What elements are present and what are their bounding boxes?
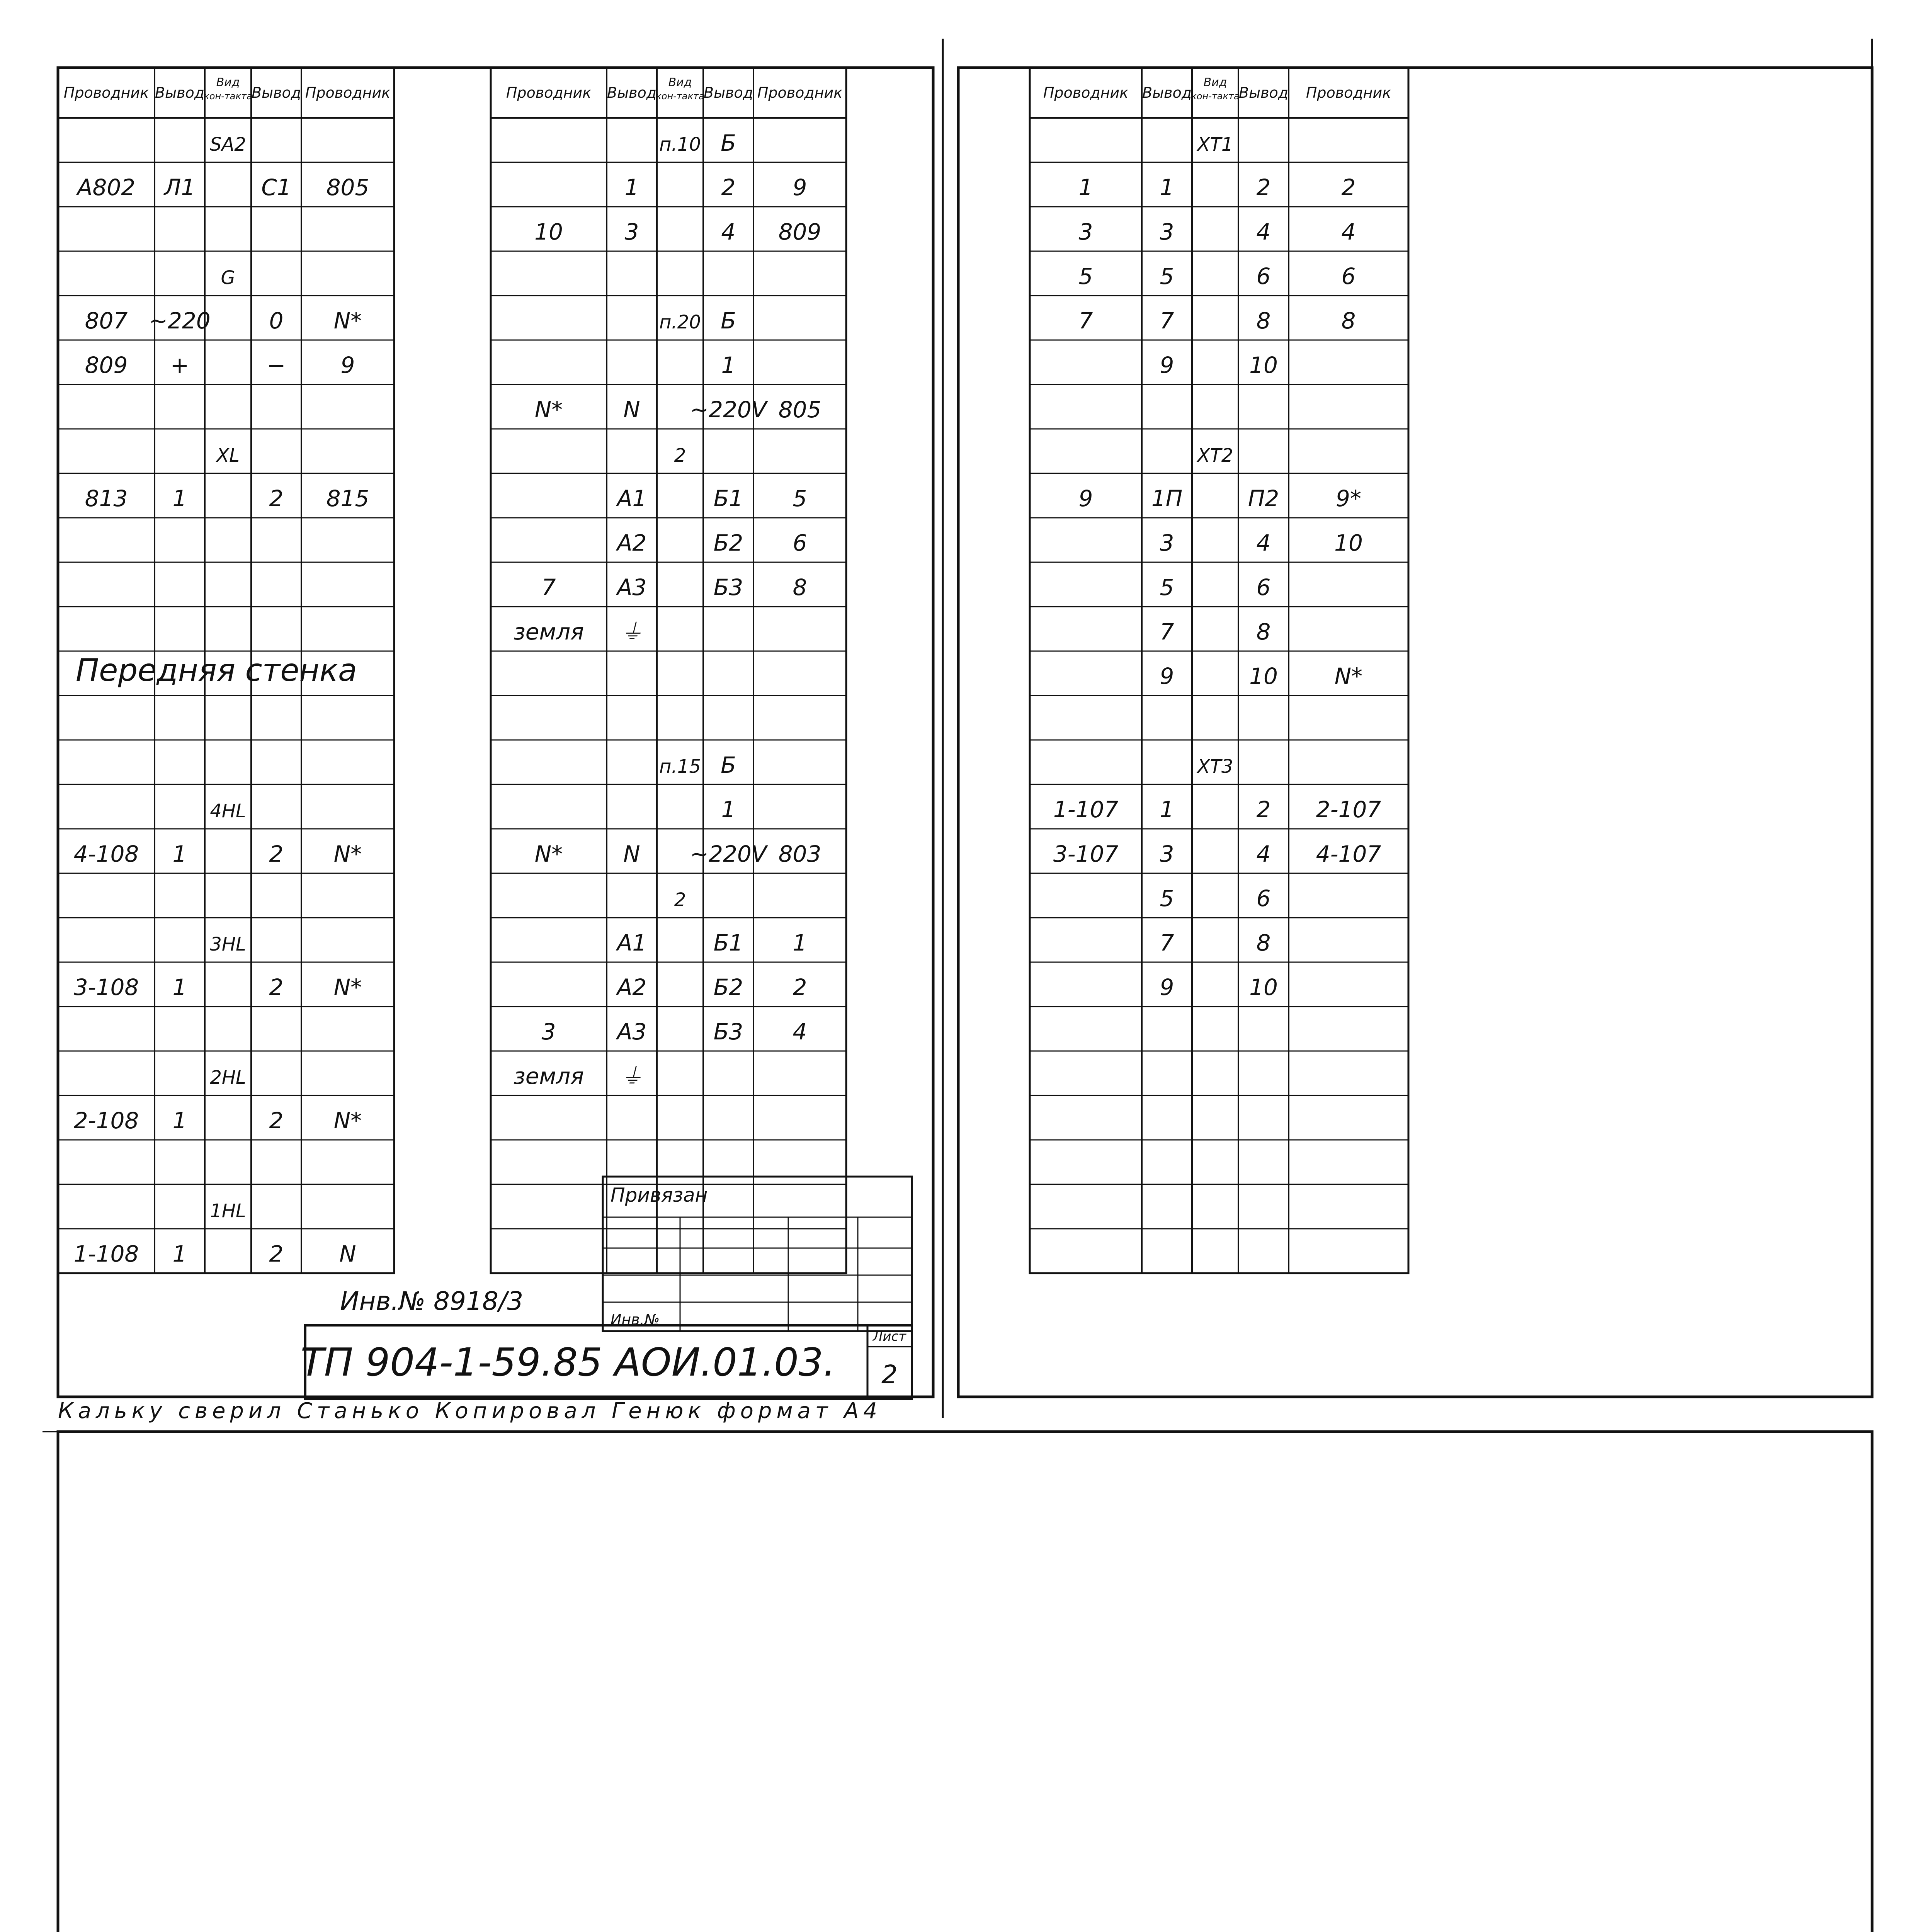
s2r-cell: 2 — [793, 974, 807, 1000]
s2r-cell: N* — [534, 396, 563, 423]
s2l-cell: ~220 — [149, 308, 211, 334]
s3l-cell: 3 — [1078, 219, 1093, 245]
s3l-cell: 10 — [1249, 974, 1278, 1000]
s3l-cell: 4 — [1256, 219, 1271, 245]
s3l-cell: 7 — [1160, 930, 1174, 956]
s2l-device-mark: 1HL — [210, 1200, 246, 1222]
s3l-cell: 1 — [1160, 174, 1174, 201]
s2l-device-mark: XL — [216, 445, 240, 466]
s3l-cell: 9 — [1160, 352, 1174, 378]
s3l-cell: 2 — [1256, 174, 1271, 201]
s2r-cell: ⏚ — [620, 619, 643, 645]
s2r-cell: Б — [721, 752, 736, 778]
s3l-cell: 6 — [1256, 263, 1271, 289]
s2r-device-mark: 2 — [674, 889, 686, 911]
s2r-cell: 803 — [778, 841, 821, 867]
s3l-cell: 3-107 — [1053, 841, 1119, 867]
s2r-cell: А2 — [617, 530, 647, 556]
s3l-cell: 7 — [1078, 308, 1093, 334]
s3l-cell: 3 — [1160, 219, 1174, 245]
s2l-cell: А802 — [77, 174, 136, 201]
s3l-cell: 6 — [1341, 263, 1356, 289]
s3l-device-mark: XT1 — [1197, 134, 1233, 155]
s2r-hdr-0: Проводник — [506, 84, 592, 101]
s2r-cell: А3 — [617, 574, 647, 600]
s2l-cell: Л1 — [164, 174, 196, 201]
s2l-cell: 1 — [172, 485, 187, 512]
s3l-cell: 3 — [1160, 530, 1174, 556]
s2r-cell: 4 — [793, 1019, 807, 1045]
s2r-cell: ~220V — [690, 841, 767, 867]
s2-privyazan: Привязан — [611, 1184, 708, 1206]
s3l-cell: 4 — [1256, 841, 1271, 867]
s2l-cell: N* — [333, 841, 362, 867]
s2r-cell: 1 — [624, 174, 639, 201]
s3l-cell: 6 — [1256, 885, 1271, 912]
s2l-cell: N* — [333, 1107, 362, 1134]
s3l-cell: 8 — [1256, 930, 1271, 956]
s3l-cell: 5 — [1078, 263, 1093, 289]
s3l-cell: 1-107 — [1053, 796, 1119, 823]
s2r-cell: 2 — [721, 174, 736, 201]
s3l-cell: 4 — [1256, 530, 1271, 556]
s3l-cell: 9 — [1078, 485, 1093, 512]
s2r-cell: 8 — [793, 574, 807, 600]
s2l-cell: 2-108 — [73, 1107, 139, 1134]
s3l-cell: 2-107 — [1316, 796, 1381, 823]
s2-sheet-number: 2 — [881, 1360, 898, 1389]
s2r-device-mark: п.20 — [659, 311, 701, 333]
s2-sheet-label: Лист — [872, 1329, 906, 1344]
s2l-hdr-contact: Вид — [216, 76, 240, 89]
s2r-cell: Б — [721, 308, 736, 334]
s2r-hdr-contact-type: кон-такта — [656, 91, 704, 102]
s2l-cell: N* — [333, 974, 362, 1000]
s3l-cell: 5 — [1160, 574, 1174, 600]
s2-designation: ТП 904-1-59.85 АОИ.01.03. — [300, 1340, 836, 1385]
s2l-cell: 1 — [172, 841, 187, 867]
s3l-cell: 1 — [1160, 796, 1174, 823]
s2r-cell: 4 — [721, 219, 736, 245]
s3l-cell: П2 — [1248, 485, 1279, 512]
s3l-cell: 2 — [1256, 796, 1271, 823]
s2l-cell: 805 — [326, 174, 369, 201]
s2l-cell: + — [170, 352, 189, 378]
s3l-cell: 1П — [1151, 485, 1183, 512]
s2r-cell: 1 — [721, 352, 736, 378]
s2r-cell: ⏚ — [620, 1063, 643, 1089]
s3l-cell: 1 — [1078, 174, 1093, 201]
s2-footer: Кальку сверил Станько Копировал Генюк формат А4 — [58, 1398, 878, 1423]
s2r-cell: 1 — [793, 930, 807, 956]
s2l-device-mark: 2HL — [210, 1067, 246, 1088]
s2r-cell: Б1 — [713, 930, 743, 956]
s2l-cell: 2 — [269, 1107, 284, 1134]
s2r-cell: ~220V — [690, 396, 767, 423]
s2l-cell: 2 — [269, 1241, 284, 1267]
sheet-3 — [1030, 68, 1408, 1273]
s2r-cell: N — [623, 396, 640, 423]
s2r-cell: 9 — [793, 174, 807, 201]
s3l-cell: 9* — [1336, 485, 1361, 512]
s2l-cell: 9 — [340, 352, 355, 378]
s2r-cell: земля — [513, 1063, 584, 1089]
s2-inv-label: Инв.№ — [611, 1311, 660, 1328]
s2r-cell: 6 — [793, 530, 807, 556]
s2r-cell: Б1 — [713, 485, 743, 512]
s2l-cell: 1 — [172, 1107, 187, 1134]
s3l-cell: 5 — [1160, 263, 1174, 289]
s2l-device-mark: 3HL — [210, 934, 246, 955]
s3l-cell: 10 — [1334, 530, 1363, 556]
s2l-cell: 1-108 — [73, 1241, 139, 1267]
s2l-cell: 0 — [269, 308, 284, 334]
s2r-cell: Б2 — [713, 530, 743, 556]
s2r-cell: 3 — [624, 219, 639, 245]
s2r-cell: А1 — [617, 930, 647, 956]
s3l-cell: 7 — [1160, 619, 1174, 645]
s2l-hdr-1: Вывод — [155, 84, 204, 101]
s2r-cell: земля — [513, 619, 584, 645]
s2r-cell: 7 — [541, 574, 556, 600]
s2r-cell: 809 — [778, 219, 821, 245]
s3l-cell: 6 — [1256, 574, 1271, 600]
s2l-cell: 2 — [269, 485, 284, 512]
s2r-hdr-1: Вывод — [607, 84, 656, 101]
s3l-hdr-3: Вывод — [1239, 84, 1288, 101]
s2r-cell: А2 — [617, 974, 647, 1000]
s2r-cell: 805 — [778, 396, 821, 423]
s2l-cell: N* — [333, 308, 362, 334]
s2l-cell: 2 — [269, 974, 284, 1000]
s3l-hdr-1: Вывод — [1142, 84, 1192, 101]
s3l-cell: 4 — [1341, 219, 1356, 245]
s3l-hdr-4: Проводник — [1306, 84, 1391, 101]
s2r-cell: 1 — [721, 796, 736, 823]
s2l-device-mark: G — [221, 267, 235, 289]
s2r-cell: Б3 — [713, 574, 743, 600]
front-wall-caption: Передняя стенка — [75, 652, 357, 688]
s3l-cell: N* — [1334, 663, 1363, 689]
s2l-cell: 3-108 — [73, 974, 139, 1000]
s2l-hdr-contact-type: кон-такта — [204, 91, 252, 102]
s2r-cell: 5 — [793, 485, 807, 512]
s2r-cell: 10 — [534, 219, 563, 245]
s2r-cell: А3 — [617, 1019, 647, 1045]
s3l-cell: 2 — [1341, 174, 1356, 201]
s2l-cell: С1 — [261, 174, 291, 201]
s2l-device-mark: SA2 — [210, 134, 246, 155]
s3l-cell: 10 — [1249, 663, 1278, 689]
s3l-cell: 9 — [1160, 663, 1174, 689]
s2r-cell: Б2 — [713, 974, 743, 1000]
s2r-cell: 3 — [541, 1019, 556, 1045]
s2l-hdr-3: Вывод — [252, 84, 301, 101]
s2-inv-number: Инв.№ 8918/3 — [340, 1286, 524, 1316]
s3l-hdr-0: Проводник — [1043, 84, 1129, 101]
s3l-cell: 4-107 — [1316, 841, 1381, 867]
s2l-cell: 1 — [172, 974, 187, 1000]
s2r-cell: N* — [534, 841, 563, 867]
s2r-hdr-4: Проводник — [757, 84, 843, 101]
s2l-cell: − — [267, 352, 286, 378]
s2l-cell: 2 — [269, 841, 284, 867]
s3l-cell: 5 — [1160, 885, 1174, 912]
s2l-cell: 807 — [85, 308, 128, 334]
sheet-4-frame — [58, 1432, 1872, 1932]
s2l-hdr-4: Проводник — [305, 84, 391, 101]
s2r-device-mark: п.10 — [659, 134, 701, 155]
sheet-2 — [58, 68, 912, 1423]
sheet-3-frame — [958, 68, 1872, 1397]
s2r-device-mark: 2 — [674, 445, 686, 466]
s2l-cell: N — [339, 1241, 356, 1267]
s2l-cell: 4-108 — [73, 841, 139, 867]
s2r-hdr-3: Вывод — [704, 84, 753, 101]
sheet-frames — [43, 39, 1872, 1932]
s2l-device-mark: 4HL — [210, 800, 246, 822]
s3l-cell: 9 — [1160, 974, 1174, 1000]
s3l-cell: 10 — [1249, 352, 1278, 378]
sheet-2-frame — [58, 68, 933, 1397]
s3l-device-mark: XT3 — [1197, 756, 1233, 777]
s2r-hdr-contact: Вид — [668, 76, 692, 89]
s3l-cell: 8 — [1256, 619, 1271, 645]
s2r-table-border — [491, 68, 846, 1273]
s3l-hdr-contact-type: кон-такта — [1191, 91, 1240, 102]
s3l-cell: 7 — [1160, 308, 1174, 334]
s2l-hdr-0: Проводник — [63, 84, 149, 101]
s3l-cell: 3 — [1160, 841, 1174, 867]
s3l-cell: 8 — [1256, 308, 1271, 334]
s3l-hdr-contact: Вид — [1203, 76, 1227, 89]
s2l-cell: 809 — [85, 352, 128, 378]
s2l-cell: 815 — [326, 485, 369, 512]
s2r-device-mark: п.15 — [659, 756, 701, 777]
s3l-device-mark: XT2 — [1197, 445, 1233, 466]
s2r-cell: Б — [721, 130, 736, 156]
s2r-cell: N — [623, 841, 640, 867]
s2l-cell: 813 — [85, 485, 128, 512]
s2r-cell: А1 — [617, 485, 647, 512]
s3l-cell: 8 — [1341, 308, 1356, 334]
s2l-cell: 1 — [172, 1241, 187, 1267]
s2r-cell: Б3 — [713, 1019, 743, 1045]
